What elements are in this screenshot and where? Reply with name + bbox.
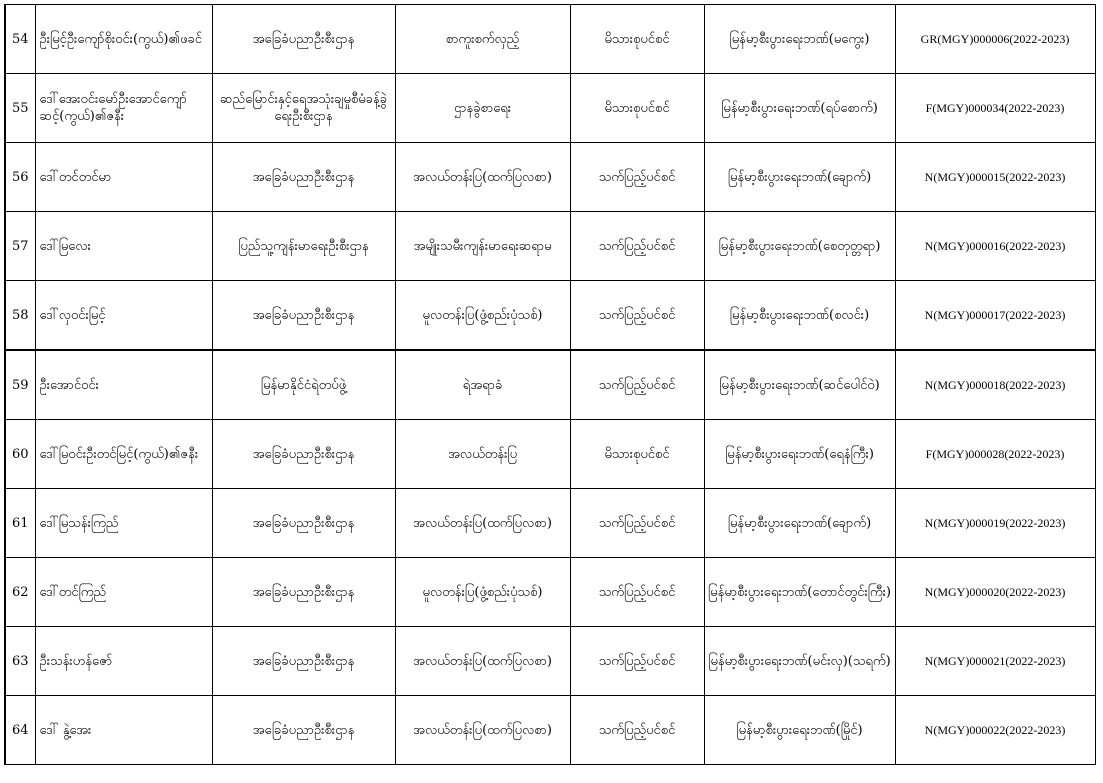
pensioner-name: ဒေါ်မြလေး: [35, 212, 212, 281]
pension-type: သက်ပြည့်ပင်စင်: [570, 350, 704, 420]
department: ပြည်သူ့ကျန်းမာရေးဦးစီးဌာန: [212, 212, 395, 281]
paying-bank-branch: မြန်မာ့စီးပွားရေးဘဏ်(ဆင်ပေါင်ဝဲ): [704, 350, 895, 420]
registration-number: F(MGY)000034(2022-2023): [895, 74, 1095, 143]
registration-number: F(MGY)000028(2022-2023): [895, 420, 1095, 489]
table-body: [5, 5, 1095, 765]
pensioner-name: ဦးသန်းဟန်ဇော်: [35, 627, 212, 696]
registration-number: N(MGY)000015(2022-2023): [895, 143, 1095, 212]
table-row: [5, 5, 1095, 74]
pensioner-name: ဒေါ်မြသန်းကြည်: [35, 489, 212, 558]
table-row: [5, 489, 1095, 558]
registration-number: N(MGY)000022(2022-2023): [895, 696, 1095, 765]
last-position: မူလတန်းပြ(ဖွံ့စည်းပုံသစ်): [395, 558, 570, 627]
table-row: [5, 74, 1095, 143]
pensioner-name: ဦးအောင်ဝင်း: [35, 350, 212, 420]
row-number: 63: [5, 627, 35, 696]
paying-bank-branch: မြန်မာ့စီးပွားရေးဘဏ်(စေတုတ္တရာ): [704, 212, 895, 281]
last-position: အလယ်တန်းပြ(ထက်ပြလစာ): [395, 696, 570, 765]
paying-bank-branch: မြန်မာ့စီးပွားရေးဘဏ်(မကွေး): [704, 5, 895, 74]
row-number: 58: [5, 281, 35, 351]
registration-number: N(MGY)000020(2022-2023): [895, 558, 1095, 627]
last-position: စာကူးစက်လှည့်: [395, 5, 570, 74]
pension-type: သက်ပြည့်ပင်စင်: [570, 143, 704, 212]
department: အခြေခံပညာဦးစီးဌာန: [212, 281, 395, 351]
row-number: 55: [5, 74, 35, 143]
table-row: [5, 350, 1095, 420]
last-position: အလယ်တန်းပြ(ထက်ပြလစာ): [395, 489, 570, 558]
row-number: 59: [5, 350, 35, 420]
table-row: [5, 143, 1095, 212]
table-row: [5, 212, 1095, 281]
row-number: 61: [5, 489, 35, 558]
department: အခြေခံပညာဦးစီးဌာန: [212, 627, 395, 696]
row-number: 54: [5, 5, 35, 74]
department: အခြေခံပညာဦးစီးဌာန: [212, 696, 395, 765]
row-number: 64: [5, 696, 35, 765]
pension-type: သက်ပြည့်ပင်စင်: [570, 489, 704, 558]
pensioner-name: ဦးမြင့်ဦးကျော်စိုးဝင်း(ကွယ်)၏ဖခင်: [35, 5, 212, 74]
pensioner-name: ဒေါ် နွဲ့အေး: [35, 696, 212, 765]
paying-bank-branch: မြန်မာ့စီးပွားရေးဘဏ်(မြိုင်): [704, 696, 895, 765]
department: အခြေခံပညာဦးစီးဌာန: [212, 420, 395, 489]
registration-number: N(MGY)000016(2022-2023): [895, 212, 1095, 281]
paying-bank-branch: မြန်မာ့စီးပွားရေးဘဏ်(ရပ်စောက်): [704, 74, 895, 143]
table-row: [5, 696, 1095, 765]
row-number: 56: [5, 143, 35, 212]
last-position: အလယ်တန်းပြ: [395, 420, 570, 489]
paying-bank-branch: မြန်မာ့စီးပွားရေးဘဏ်(ရေနံကြီး): [704, 420, 895, 489]
pension-type: သက်ပြည့်ပင်စင်: [570, 627, 704, 696]
pensioner-name: ဒေါ်မြဝင်းဦးတင်မြင့်(ကွယ်)၏ဇနီး: [35, 420, 212, 489]
pension-type: သက်ပြည့်ပင်စင်: [570, 281, 704, 351]
department: အခြေခံပညာဦးစီးဌာန: [212, 5, 395, 74]
pension-type: မိသားစုပင်စင်: [570, 74, 704, 143]
pension-type: သက်ပြည့်ပင်စင်: [570, 696, 704, 765]
pension-table: [4, 4, 1096, 765]
pension-type: မိသားစုပင်စင်: [570, 420, 704, 489]
table-row: [5, 281, 1095, 351]
department: အခြေခံပညာဦးစီးဌာန: [212, 143, 395, 212]
last-position: အလယ်တန်းပြ(ထက်ပြလစာ): [395, 627, 570, 696]
registration-number: N(MGY)000018(2022-2023): [895, 350, 1095, 420]
paying-bank-branch: မြန်မာ့စီးပွားရေးဘဏ်(ချောက်): [704, 489, 895, 558]
department: အခြေခံပညာဦးစီးဌာန: [212, 558, 395, 627]
department: အခြေခံပညာဦးစီးဌာန: [212, 489, 395, 558]
row-number: 62: [5, 558, 35, 627]
last-position: ဌာနခွဲစာရေး: [395, 74, 570, 143]
row-number: 57: [5, 212, 35, 281]
pensioner-name: ဒေါ်လှဝင်းမြင့်: [35, 281, 212, 351]
paying-bank-branch: မြန်မာ့စီးပွားရေးဘဏ်(စလင်း): [704, 281, 895, 351]
paying-bank-branch: မြန်မာ့စီးပွားရေးဘဏ်(တောင်တွင်းကြီး): [704, 558, 895, 627]
pension-type: သက်ပြည့်ပင်စင်: [570, 558, 704, 627]
registration-number: N(MGY)000021(2022-2023): [895, 627, 1095, 696]
table-row: [5, 627, 1095, 696]
pension-list-sheet: [4, 4, 1094, 765]
last-position: အမျိုးသမီးကျန်းမာရေးဆရာမ: [395, 212, 570, 281]
pensioner-name: ဒေါ်အေးဝင်းမော်ဦးအောင်ကျော်ဆင့်(ကွယ်)၏ဇနီး: [35, 74, 212, 143]
department: ဆည်မြောင်းနှင့်ရေအသုံးချမှုစီမံခန့်ခွဲရေးဦးစီးဌာန: [212, 74, 395, 143]
pensioner-name: ဒေါ်တင်တင်မာ: [35, 143, 212, 212]
last-position: မူလတန်းပြ(ဖွံ့စည်းပုံသစ်): [395, 281, 570, 351]
last-position: ရဲအရာခံ: [395, 350, 570, 420]
pension-type: သက်ပြည့်ပင်စင်: [570, 212, 704, 281]
table-row: [5, 420, 1095, 489]
registration-number: N(MGY)000019(2022-2023): [895, 489, 1095, 558]
last-position: အလယ်တန်းပြ(ထက်ပြလစာ): [395, 143, 570, 212]
registration-number: N(MGY)000017(2022-2023): [895, 281, 1095, 351]
paying-bank-branch: မြန်မာ့စီးပွားရေးဘဏ်(မင်းလှ)(သရက်): [704, 627, 895, 696]
pensioner-name: ဒေါ်တင်ကြည်: [35, 558, 212, 627]
paying-bank-branch: မြန်မာ့စီးပွားရေးဘဏ်(ချောက်): [704, 143, 895, 212]
registration-number: GR(MGY)000006(2022-2023): [895, 5, 1095, 74]
row-number: 60: [5, 420, 35, 489]
pension-type: မိသားစုပင်စင်: [570, 5, 704, 74]
department: မြန်မာနိုင်ငံရဲတပ်ဖွဲ့: [212, 350, 395, 420]
table-row: [5, 558, 1095, 627]
